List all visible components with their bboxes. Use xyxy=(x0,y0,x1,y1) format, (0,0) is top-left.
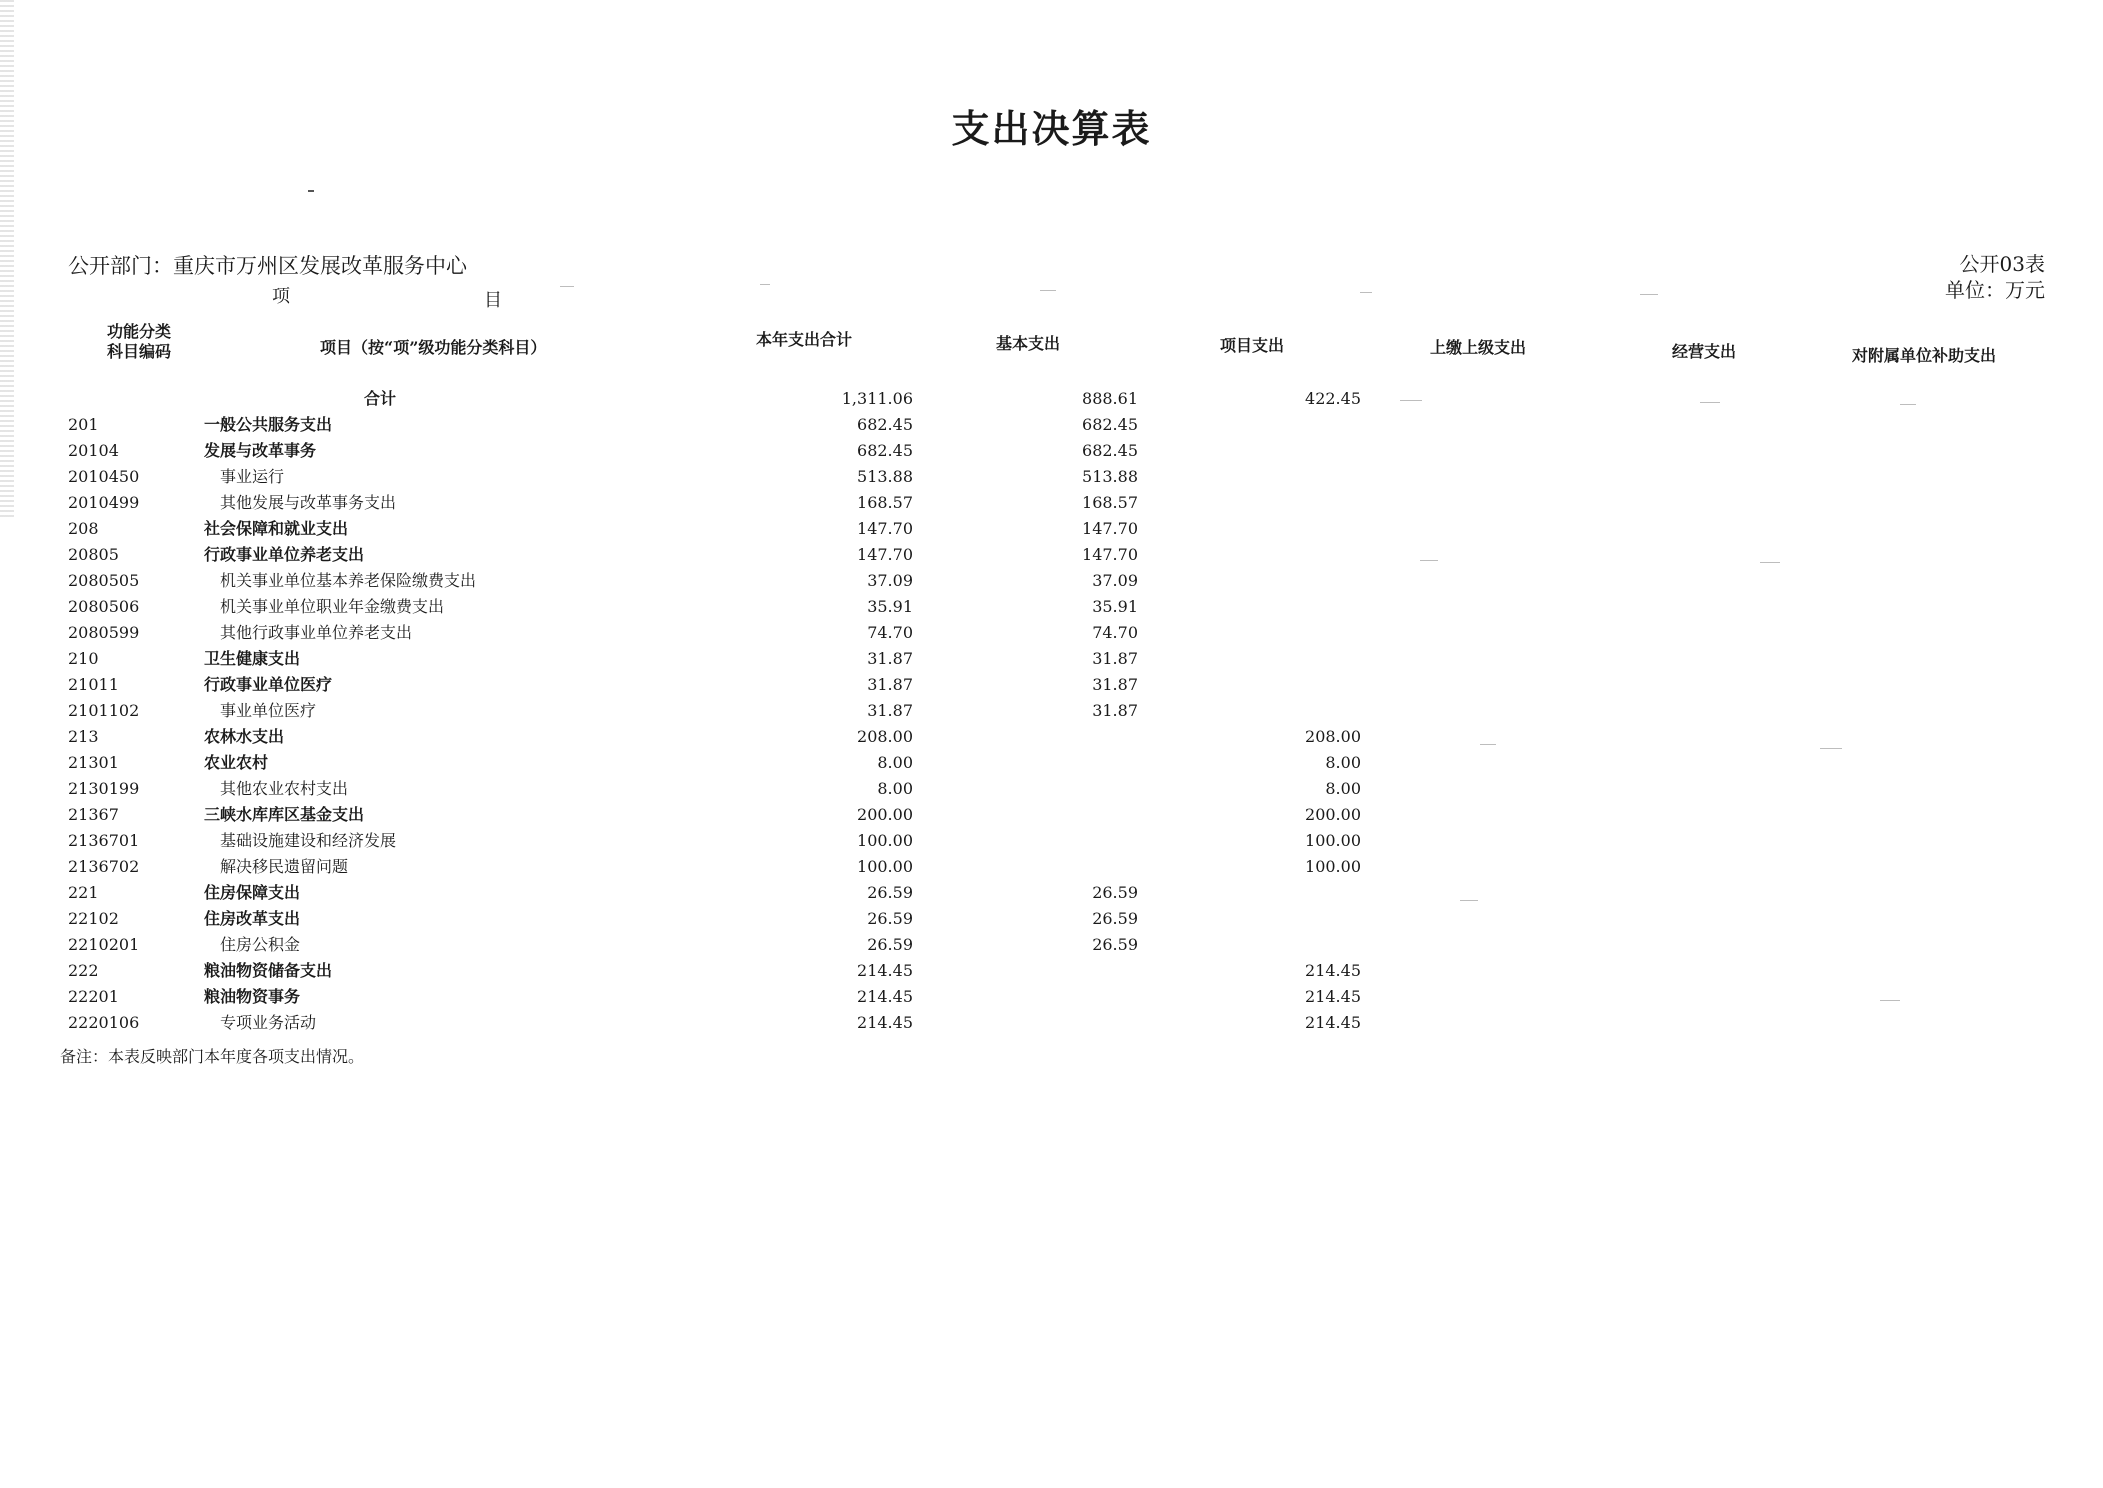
col-header-project: 项目支出 xyxy=(1220,336,1285,355)
scan-speck xyxy=(1040,290,1056,291)
table-row: 201 一般公共服务支出 682.45 682.45 xyxy=(68,415,1138,434)
department-label: 公开部门： xyxy=(68,254,173,278)
header-ri: 目 xyxy=(484,290,502,311)
table-row: 2101102 事业单位医疗 31.87 31.87 xyxy=(68,701,1138,720)
department-name: 重庆市万州区发展改革服务中心 xyxy=(173,254,467,278)
table-row: 2220106 专项业务活动 214.45 214.45 xyxy=(68,1013,1361,1032)
scan-speck xyxy=(1900,404,1916,405)
scan-speck xyxy=(1820,748,1842,749)
col-header-upper: 上缴上级支出 xyxy=(1430,338,1527,357)
table-row: 208 社会保障和就业支出 147.70 147.70 xyxy=(68,519,1138,538)
col-header-total: 本年支出合计 xyxy=(756,330,853,349)
scan-speck xyxy=(1400,400,1422,401)
table-row: 2130199 其他农业农村支出 8.00 8.00 xyxy=(68,779,1361,798)
col-header-basic: 基本支出 xyxy=(996,334,1061,353)
scan-speck xyxy=(760,284,770,285)
stray-mark xyxy=(308,190,314,192)
unit-label: 单位：万元 xyxy=(1945,278,2045,302)
table-row: 22102 住房改革支出 26.59 26.59 xyxy=(68,909,1138,928)
table-row: 20805 行政事业单位养老支出 147.70 147.70 xyxy=(68,545,1138,564)
table-row: 210 卫生健康支出 31.87 31.87 xyxy=(68,649,1138,668)
col-header-item: 项目（按“项”级功能分类科目） xyxy=(320,338,547,357)
table-row: 合计 1,311.06 888.61 422.45 xyxy=(364,389,1361,408)
table-row: 21301 农业农村 8.00 8.00 xyxy=(68,753,1361,772)
scan-speck xyxy=(1460,900,1478,901)
scan-speck xyxy=(1640,294,1658,295)
header-xiang: 项 xyxy=(272,286,290,307)
table-row: 2080505 机关事业单位基本养老保险缴费支出 37.09 37.09 xyxy=(68,571,1138,590)
table-row: 2210201 住房公积金 26.59 26.59 xyxy=(68,935,1138,954)
scan-speck xyxy=(1880,1000,1900,1001)
table-row: 21367 三峡水库库区基金支出 200.00 200.00 xyxy=(68,805,1361,824)
col-header-business: 经营支出 xyxy=(1672,342,1737,361)
table-row: 2010499 其他发展与改革事务支出 168.57 168.57 xyxy=(68,493,1138,512)
table-row: 2136701 基础设施建设和经济发展 100.00 100.00 xyxy=(68,831,1361,850)
table-row: 221 住房保障支出 26.59 26.59 xyxy=(68,883,1138,902)
scan-speck xyxy=(560,286,574,287)
scan-speck xyxy=(1700,402,1720,403)
table-row: 222 粮油物资储备支出 214.45 214.45 xyxy=(68,961,1361,980)
col-header-code: 功能分类 科目编码 xyxy=(106,322,171,361)
form-number: 公开03表 xyxy=(1959,252,2045,276)
scan-speck xyxy=(1760,562,1780,563)
table-row: 2136702 解决移民遗留问题 100.00 100.00 xyxy=(68,857,1361,876)
table-row: 2080506 机关事业单位职业年金缴费支出 35.91 35.91 xyxy=(68,597,1138,616)
department-line xyxy=(68,250,467,280)
table-row: 2080599 其他行政事业单位养老支出 74.70 74.70 xyxy=(68,623,1138,642)
table-row: 20104 发展与改革事务 682.45 682.45 xyxy=(68,441,1138,460)
table-row: 213 农林水支出 208.00 208.00 xyxy=(68,727,1361,746)
footnote: 备注：本表反映部门本年度各项支出情况。 xyxy=(60,1047,365,1066)
table-row: 2010450 事业运行 513.88 513.88 xyxy=(68,467,1138,486)
col-header-subsidy: 对附属单位补助支出 xyxy=(1852,346,1997,365)
scan-speck xyxy=(1420,560,1438,561)
table-row: 22201 粮油物资事务 214.45 214.45 xyxy=(68,987,1361,1006)
table-row: 21011 行政事业单位医疗 31.87 31.87 xyxy=(68,675,1138,694)
page-title: 支出决算表 xyxy=(951,107,1152,151)
scan-speck xyxy=(1360,292,1372,293)
scan-speck xyxy=(1480,744,1496,745)
